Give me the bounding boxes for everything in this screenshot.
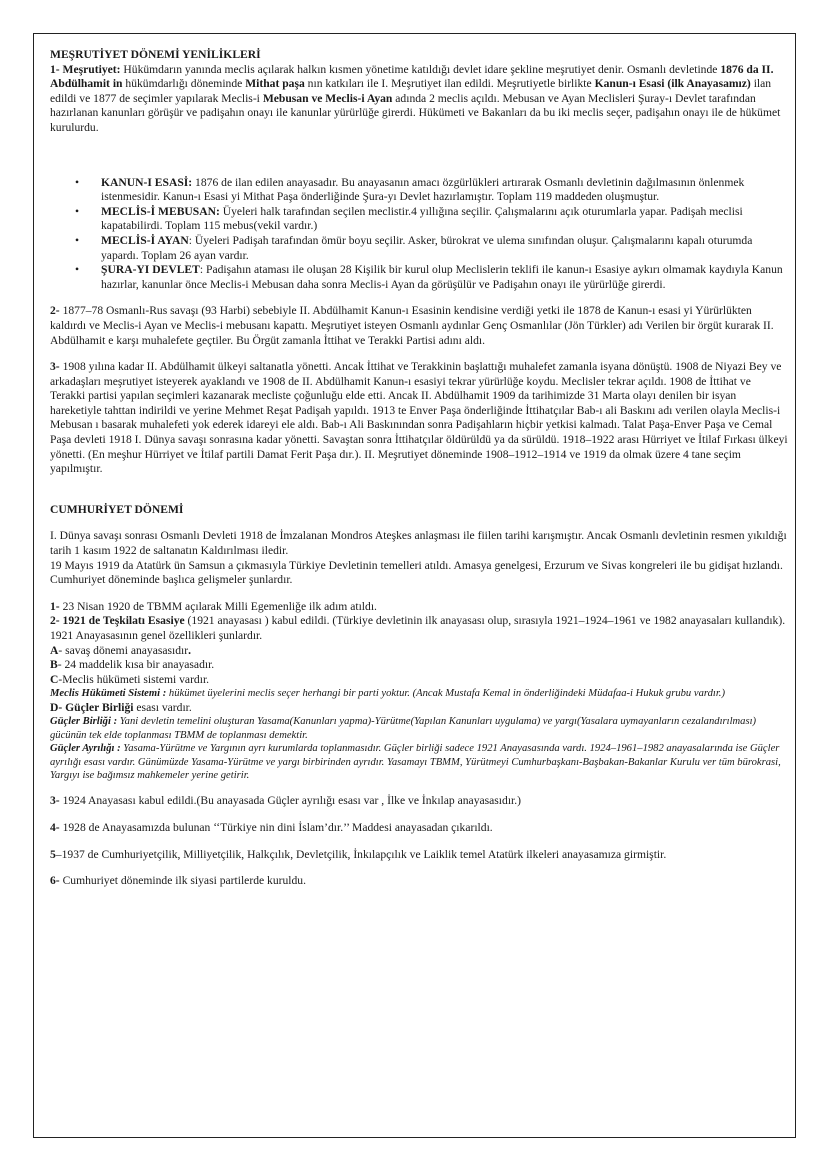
item-5 [50, 848, 788, 863]
note-gucler-birligi [50, 715, 788, 742]
bold-run: Mebusan ve Meclis-i Ayan [262, 91, 393, 105]
item-number: 1- [50, 599, 60, 613]
item-number: 3- [50, 794, 60, 808]
list-item-label: MECLİS-İ MEBUSAN: [101, 204, 220, 218]
bullet-list [50, 176, 788, 293]
item-letter: A [50, 643, 59, 657]
note-meclis-hukumeti [50, 687, 788, 700]
item-letter: D- Güçler Birliği [50, 700, 134, 714]
list-item-label: KANUN-I ESASİ: [101, 175, 193, 189]
paragraph-intro: I. Dünya savaşı sonrası Osmanlı Devleti 1918 de İmzalanan Mondros Ateşkes anlaşması ile fiilen tarihi karışmıştır. Ancak Osmanlı devletinin resmen yıkıldığı tarih 1 kasım 1922 de saltanatın Kaldırılması iledir. [50, 529, 787, 558]
text-run: -Meclis hükümeti sistemi vardır. [58, 672, 210, 686]
text-run: hükümdarlığı döneminde [122, 77, 246, 91]
text-run: Hükümdarın yanında meclis açılarak halkın kısmen yönetime katıldığı devlet idare şekline meşrutiyet denir. Osmanlı devletinde [120, 62, 721, 76]
bold-run: Mithat paşa [245, 77, 305, 91]
note-text: Yani devletin temelini oluşturan Yasama(Kanunları yapma)-Yürütme(Yapılan Kanunları uygulama) ve yargı(Yasalara uymayanların cezalandırılması) gücünün tek elde toplanması TBMM de toplanması demektir. [50, 716, 757, 741]
list-item-text: : Üyeleri Padişah tarafından ömür boyu seçilir. Asker, bürokrat ve ulema sınıfından oluşur. Çalışmalarını kapalı oturumda yapardı. Toplam 26 ayan vardır. [101, 233, 753, 262]
list-item [50, 205, 788, 234]
list-item [50, 234, 788, 263]
item-letter: B [50, 658, 58, 672]
item-letter: C [50, 672, 59, 686]
list-item-label: ŞURA-YI DEVLET [101, 263, 200, 277]
text-run: - 24 maddelik kısa bir anayasadır. [57, 658, 215, 672]
paragraph-2 [50, 304, 788, 348]
paragraph-3 [50, 360, 788, 477]
item-number: 4- [50, 821, 60, 834]
item-d [50, 701, 788, 716]
text-run: Cumhuriyet döneminde ilk siyasi partilerde kuruldu. [59, 874, 306, 888]
section-title-mesrutiyet: MEŞRUTİYET DÖNEMİ YENİLİKLERİ [50, 48, 261, 61]
item-a [50, 644, 788, 659]
item-6 [50, 874, 788, 889]
item-number: 3- [50, 360, 60, 374]
text-run: 1877–78 Osmanlı-Rus savaşı (93 Harbi) sebebiyle II. Abdülhamit Kanun-ı Esasinin kendisine verdiği yetki ile 1878 de Kanun-ı esasi yi Yürürlükten kaldırdı ve Meclis-i Ayan ve Meclis-i mebusanı kapattı. Meşrutiyet isteyen Osmanlı aydınlar Genç Osmanlılar (Jön Türkler) adı Verilen bir örgüt kurarak II. Abdülhamit e karşı muhalefete geçtiler. Bu Örgüt zamanla İttihat ve Terakki Partisi adını aldı. [50, 304, 774, 347]
list-item [50, 263, 788, 292]
note-label: Meclis Hükümeti Sistemi : [50, 688, 167, 700]
item-number: 2- [50, 304, 60, 318]
list-item-text: 1876 de ilan edilen anayasadır. Bu anayasanın amacı özgürlükleri artırarak Osmanlı devletinin dağılmasının önlenmek istenmesidir. Kanun-ı Esasi yi Mithat Paşa önderliğinde Şura-yı Devlet hazırlamıştır. Toplam 119 maddeden oluşmuştur. [101, 175, 745, 204]
item-c [50, 673, 788, 688]
list-item-text: : Padişahın ataması ile oluşan 28 Kişilik bir kurul olup Meclislerin teklifi ile kanun-ı Esasiye aykırı olmamak kaydıyla Kanun hazırlar, kanunlar önce Meclis-i Mebusan daha sonra Meclis-i Ayan da görüşülür ve Padişahın onayı ile yürürlüğe girerdi. [101, 263, 783, 291]
item-1 [50, 600, 788, 615]
text-run: - savaş dönemi anayasasıdır [58, 643, 189, 657]
item-number: 6- [50, 874, 60, 888]
bold-run: 1876 da II. Abdülhamit in [50, 62, 774, 91]
bullet-icon: • [75, 204, 80, 218]
text-run: –1937 de Cumhuriyetçilik, Milliyetçilik, Halkçılık, Devletçilik, İnkılapçılık ve Laiklik temel Atatürk ilkeleri anayasamıza girmiştir. [55, 847, 667, 861]
bullet-icon: • [75, 233, 80, 247]
document-body [50, 48, 788, 889]
item-4 [50, 821, 788, 836]
paragraph-mesrutiyet [50, 63, 788, 136]
list-item [50, 176, 788, 205]
note-text: hükümet üyelerini meclis seçer herhangi bir parti yoktur. (Ancak Mustafa Kemal in önderliğindeki Müdafaa-i Hukuk grubu vardır.) [166, 688, 725, 700]
text-run: (1921 anayasası ) kabul edildi. (Türkiye devletinin ilk anayasası olup, sırasıyla 1921–1924–1961 ve 1982 anayasaları kullandık). 1921 Anayasasının genel özellikleri şunlardır. [50, 614, 786, 642]
bold-run: . [188, 643, 192, 657]
text-run: nın katkıları ile I. Meşrutiyet ilan edildi. Meşrutiyetle birlikte [304, 77, 595, 91]
text-run: 23 Nisan 1920 de TBMM açılarak Milli Egemenliğe ilk adım atıldı. [59, 599, 377, 613]
list-item-label: MECLİS-İ AYAN [101, 233, 189, 247]
item-number: 2- 1921 de Teşkilatı Esasiye [50, 614, 185, 628]
item-2 [50, 614, 788, 643]
note-text: Yasama-Yürütme ve Yargının ayrı kurumlarda toplanmasıdır. Güçler birliği sadece 1921 Anayasasında vardı. 1924–1961–1982 anayasalarında ise Güçler ayrılığı esası vardır. Günümüzde Yasama-Yürütme ve yargı birbirinden ayrıdır. Yasamayı TBMM, Yürütmeyi Cumhurbaşkanı-Başbakan-Bakanlar Kurulu ver tüm bürokrasi, Yargıyı ise bağımsız mahkemeler yerine getirir. [50, 743, 781, 781]
bold-run: Kanun-ı Esasi (ilk Anayasamız) [594, 77, 751, 91]
note-label: Güçler Ayrılığı : [50, 743, 121, 755]
item-3 [50, 794, 788, 809]
text-run: adında 2 meclis açıldı. Mebusan ve Ayan Meclisleri Şuray-ı Devlet tarafından hazırlanan kanunları görüşür ve padişahın onayı ile kanunlar yürürlüğe girerdi. Hükümeti ve Bakanları da bu iki meclis seçer, padişahın onayı ile de hükümet kurulurdu. [50, 91, 781, 134]
text-run: esası vardır. [133, 700, 192, 714]
note-gucler-ayriligi [50, 742, 788, 782]
text-run: 1908 yılına kadar II. Abdülhamit ülkeyi saltanatla yönetti. Ancak İttihat ve Terakkinin başlattığı muhalefet zamanla isyana dönüştü. 1908 de Niyazi Bey ve arkadaşları meşrutiyet isteyerek ayaklandı ve 1908 de II. Abdülhamit Kanun-ı esasiyi tekrar yürürlüğe koydu. Meclisler tekrar açıldı. 1908 de İttihat ve Terakki partisi yapılan seçimleri kazanarak mecliste çoğunluğu elde etti. Ancak II. Abdülhamit 1909 da tarihimizde 31 Marta olayı denilen bir isyan hareketiyle tahttan indirildi ve yerine Mehmet Reşat Padişah yapıldı. 1913 te Enver Paşa önderliğinde İttihatçılar Bab-ı ali Baskını adı verilen olayla Meclis-i Mebusan ı basarak muhalefeti yok ederek idareyi ele aldı. Bab-ı Ali Baskınından sonra Padişahların hiçbir yetkisi kalmadı. Talat Paşa-Enver Paşa ve Cemal Paşa devleti 1918 I. Dünya savaşı sonrasına kadar yönetti. Savaştan sonra İttihatçılar öldürüldü ya da sürüldü. 1918–1922 arası Hürriyet ve İtilaf Fırkası ülkeyi yönetti. (En meşhur Hürriyet ve İtilaf partili Damat Ferit Paşa dır.). II. Meşrutiyet döneminde 1908–1912–1914 ve 1919 da olmak üzere 4 tane seçim yapılmıştır. [50, 360, 788, 476]
text-run: 1924 Anayasası kabul edildi.(Bu anayasada Güçler ayrılığı esası var , İlke ve İnkılap anayasasıdır.) [59, 794, 522, 808]
section-title-cumhuriyet: CUMHURİYET DÖNEMİ [50, 502, 184, 516]
item-b [50, 658, 788, 673]
bullet-icon: • [75, 263, 80, 277]
text-run: ilan edildi ve 1877 de seçimler yapılarak Meclis-i [50, 77, 772, 105]
list-item-text: Üyeleri halk tarafından seçilen meclistir.4 yıllığına seçilir. Çalışmalarını açık oturumlarla yapar. Padişah meclisi kapatabilirdi. Toplam 115 mebus(vekil vardır.) [101, 204, 743, 233]
bullet-icon: • [75, 175, 80, 189]
item-number: 5 [50, 847, 56, 861]
item-number: 1- Meşrutiyet: [50, 62, 121, 76]
paragraph-intro-2: 19 Mayıs 1919 da Atatürk ün Samsun a çıkmasıyla Türkiye Devletinin temelleri atıldı. Amasya genelgesi, Erzurum ve Sivas kongreleri ile bu gidişat hızlandı. Cumhuriyet döneminde başlıca gelişmeler şunlardır. [50, 558, 783, 587]
note-label: Güçler Birliği : [50, 716, 118, 728]
text-run: 1928 de Anayasamızda bulunan ‘‘Türkiye nin dini İslam’dır.’’ Maddesi anayasadan çıkarıldı. [59, 821, 493, 834]
